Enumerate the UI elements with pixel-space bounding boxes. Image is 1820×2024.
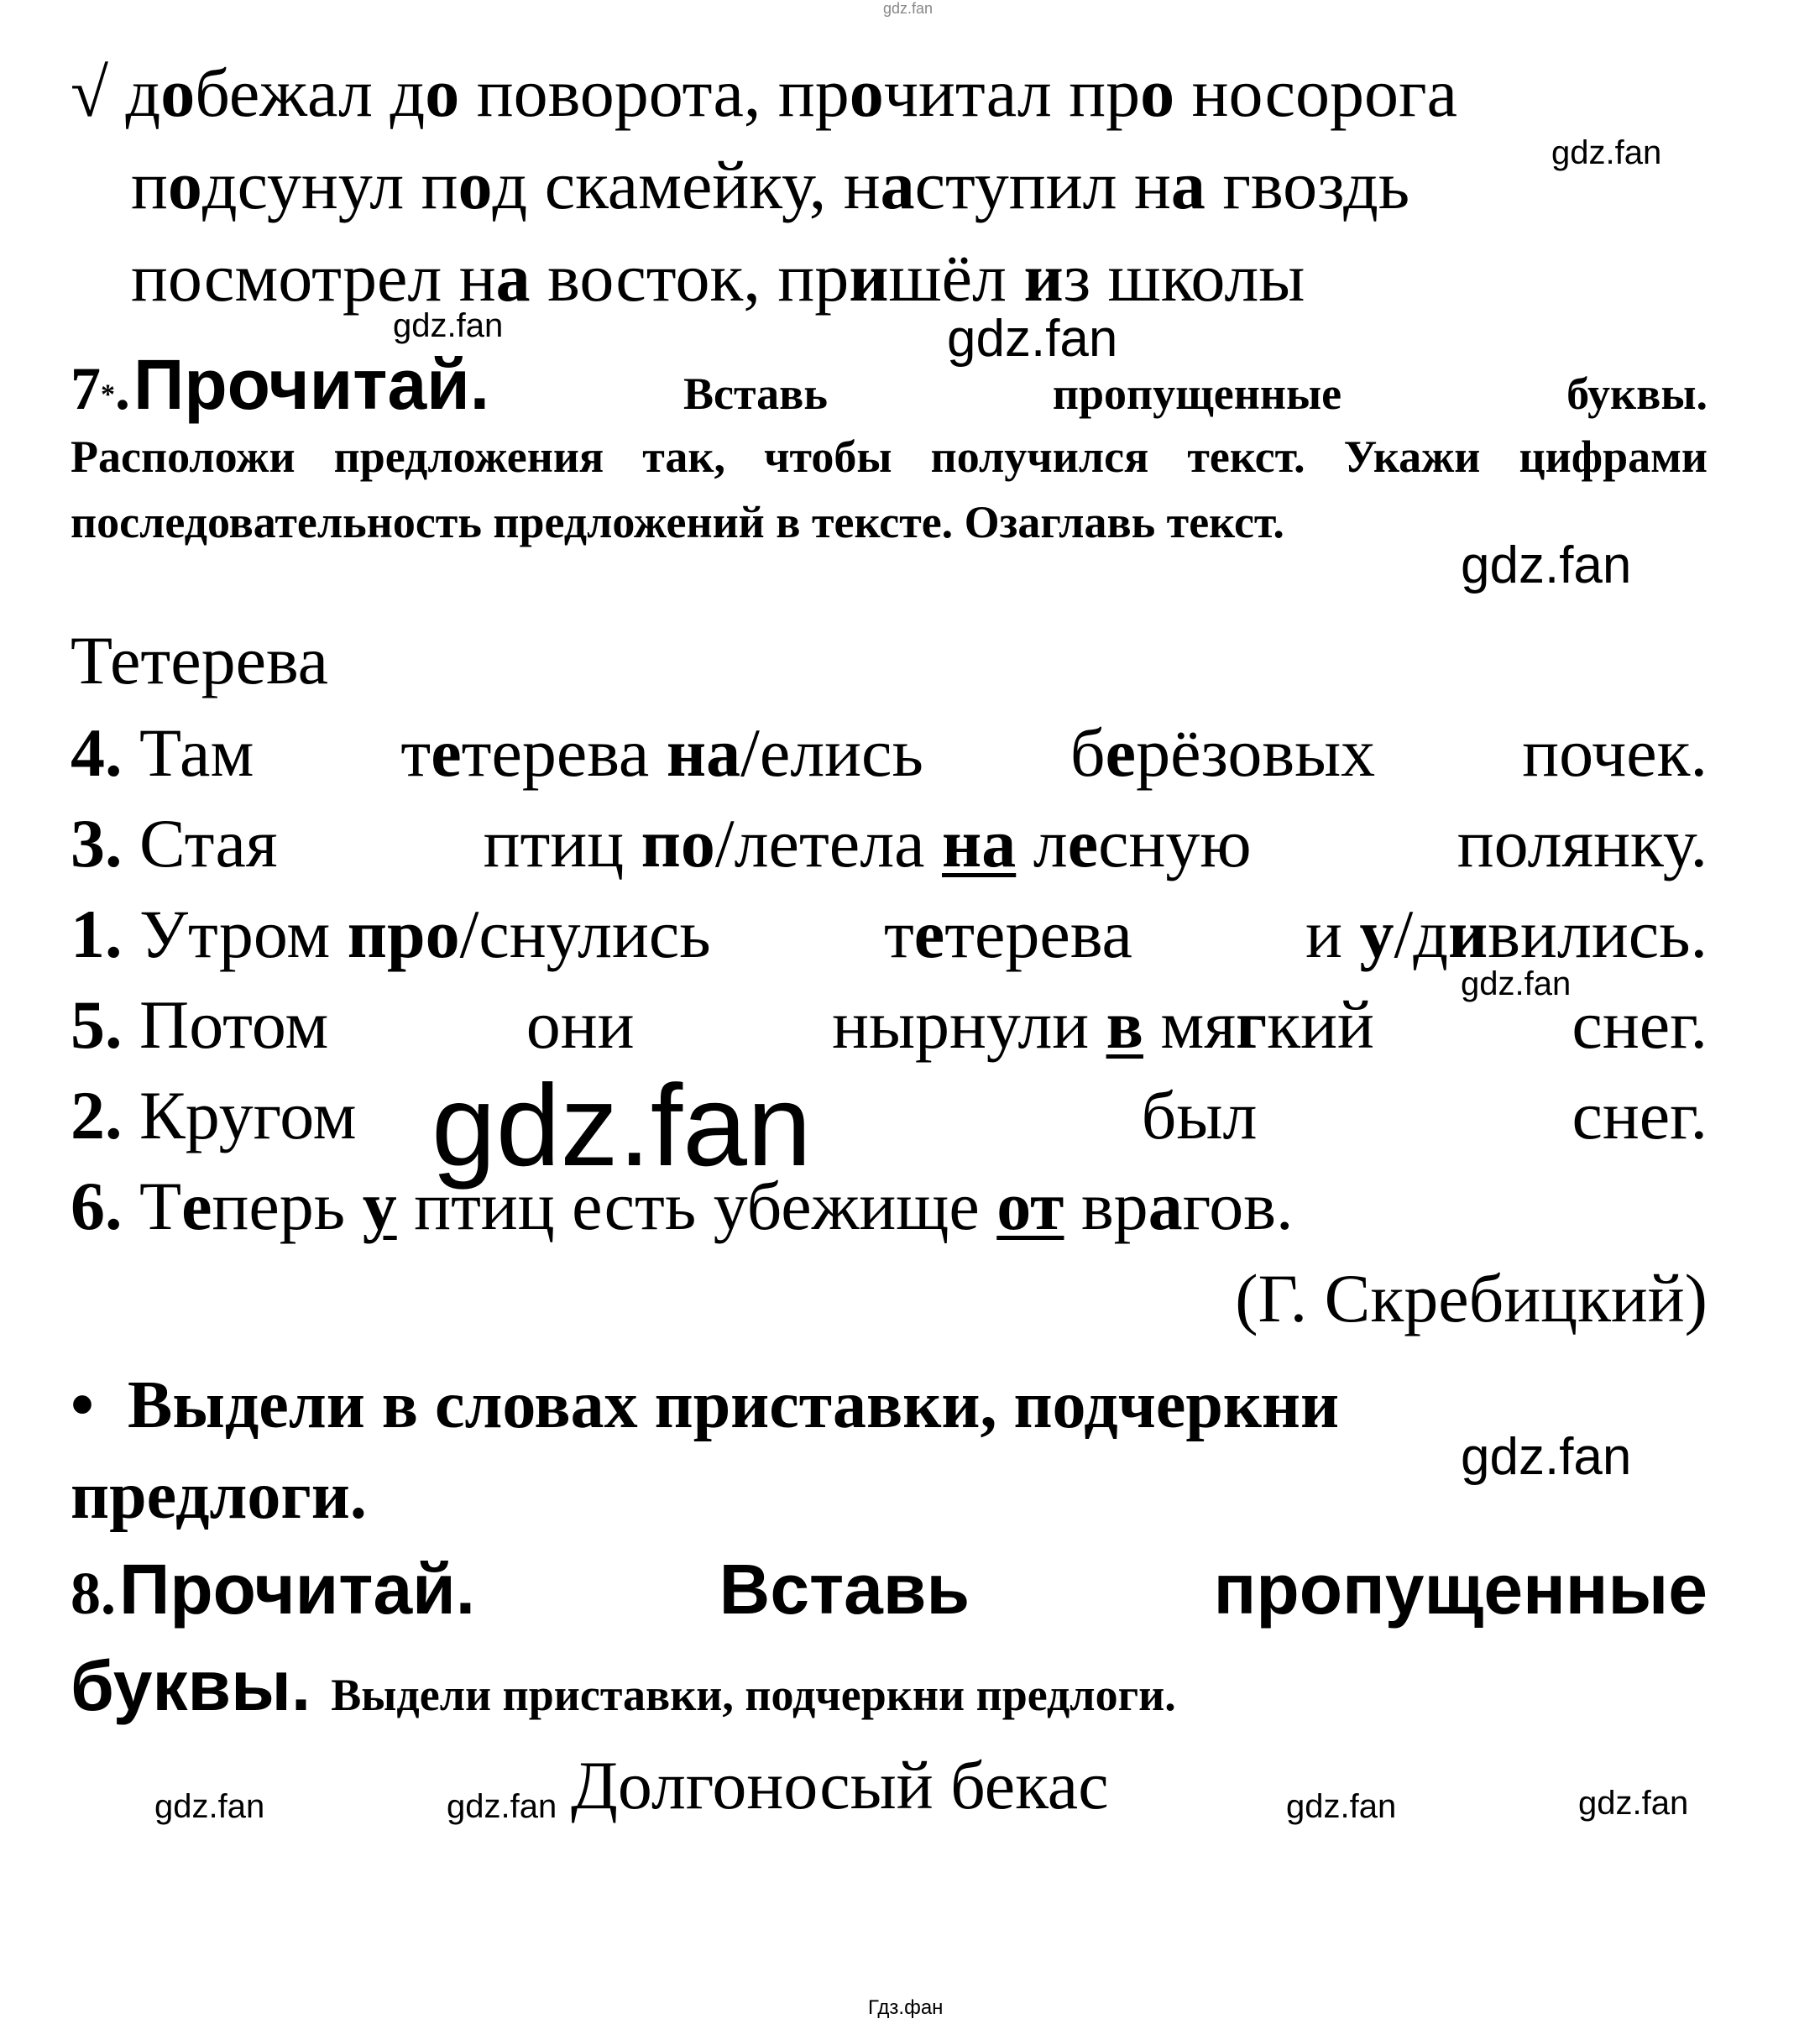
ex8-header-line [71, 1549, 1708, 1630]
word: полянку. [1457, 805, 1708, 881]
vowel-bold: о [1140, 55, 1175, 131]
ex7-task-first [683, 361, 1708, 426]
ex7-task-first-text: Вставь пропущенные буквы. [683, 369, 1708, 419]
text-fragment: д [125, 55, 161, 131]
vowel-bold: о [160, 55, 196, 131]
vowel-bold: о [425, 55, 460, 131]
word: и у/дивились. [1305, 896, 1708, 972]
vowel-bold: и [849, 239, 889, 316]
watermark: gdz.fan [431, 1061, 812, 1190]
word: Утром [139, 896, 331, 972]
word: Там [139, 714, 254, 791]
word: тетерева [883, 896, 1132, 972]
ex7-task-rest: Расположи предложения так, чтобы получился текст. Укажи цифрами последовательность предложений в тексте. Озаглавь текст. [71, 431, 1708, 547]
ex7-heading: Прочитай. [133, 345, 490, 424]
sentence-3 [71, 804, 1708, 888]
text-fragment: д скамейку, н [492, 147, 881, 223]
ex8-heading-4: буквы. [71, 1646, 311, 1725]
sentence-number: 3. [71, 805, 123, 881]
sentence-number: 6. [71, 1168, 123, 1244]
word: берёзовых [1070, 714, 1376, 791]
text-fragment: п [131, 147, 168, 223]
sentence-2 [71, 1076, 1708, 1160]
watermark: gdz.fan [393, 307, 504, 344]
ex7-dot: . [115, 355, 130, 422]
ex8-heading-3: пропущенные [1213, 1550, 1708, 1629]
text-fragment: посмотрел н [131, 239, 496, 316]
top-watermark: gdz.fan [883, 0, 934, 17]
sentence-number: 4. [71, 714, 123, 791]
text-fragment: поворота, пр [459, 55, 850, 131]
ex8-heading-1: Прочитай. [119, 1550, 476, 1629]
intro-line-2 [131, 147, 1410, 223]
ex7-number: 7 [71, 355, 101, 422]
watermark: gdz.fan [1461, 1428, 1632, 1486]
checkmark: √ [71, 55, 109, 131]
watermark: gdz.fan [1286, 1788, 1397, 1825]
word: нырнули в мягкий [832, 986, 1374, 1063]
watermark: gdz.fan [1461, 536, 1632, 594]
word: снег. [1572, 1077, 1708, 1153]
vowel-bold: о [167, 147, 202, 223]
sentence-number: 2. [71, 1077, 123, 1153]
word: был [1141, 1077, 1258, 1153]
text-fragment: ступил н [914, 147, 1171, 223]
text-fragment: носорога [1174, 55, 1458, 131]
vowel-bold: а [880, 147, 915, 223]
watermark: gdz.fan [1578, 1785, 1689, 1822]
vowel-bold: и [1023, 239, 1064, 316]
word: почек. [1522, 714, 1708, 791]
ex8-number: 8. [71, 1560, 116, 1627]
word: Потом [139, 986, 329, 1063]
sentence-number: 5. [71, 986, 123, 1063]
word: снег. [1572, 986, 1708, 1063]
vowel-bold: а [495, 239, 531, 316]
watermark: gdz.fan [447, 1788, 557, 1825]
word: Кругом [139, 1077, 357, 1153]
watermark: gdz.fan [1461, 965, 1572, 1002]
watermark: gdz.fan [947, 310, 1118, 368]
sentence-1: 1. Утром про/снулись тетерева и у/дивились. [71, 896, 1708, 972]
intro-line-3 [131, 239, 1305, 316]
ex8-task: Выдели приставки, подчеркни предлоги. [331, 1670, 1176, 1720]
footer-text: Гдз.фан [868, 1996, 944, 2019]
text-fragment: бежал д [195, 55, 426, 131]
intro-line-1 [71, 55, 1458, 131]
watermark: gdz.fan [154, 1788, 265, 1825]
ex7-label [71, 344, 489, 426]
vowel-bold: о [458, 147, 493, 223]
text-fragment: гвоздь [1205, 147, 1410, 223]
bullet-text-2: предлоги. [71, 1459, 367, 1533]
bullet-text: Выдели в словах приставки, подчеркни [128, 1368, 1340, 1442]
ex8-heading-2: Вставь [719, 1550, 970, 1629]
sentence-6: 6. Теперь у птиц есть убежище от врагов. [71, 1168, 1294, 1244]
vowel-bold: о [849, 55, 884, 131]
author: (Г. Скребицкий) [1235, 1260, 1708, 1336]
watermark: gdz.fan [1551, 134, 1662, 171]
ex7-title: Тетерева [71, 622, 329, 698]
sentence-4 [71, 714, 1708, 798]
ex8-title: Долгоносый бекас [571, 1747, 1109, 1823]
word: птиц по/летела на лесную [483, 805, 1252, 881]
vowel-bold: а [1170, 147, 1205, 223]
ex7-header-line [71, 344, 1708, 426]
text-fragment: дсунул п [201, 147, 458, 223]
ex8-second-line [71, 1645, 1176, 1728]
word: они [526, 986, 635, 1063]
bullet-marker: • [71, 1368, 95, 1442]
word: Стая [139, 805, 278, 881]
text-fragment: читал пр [883, 55, 1141, 131]
ex7-star: * [101, 379, 115, 411]
word: тетерева на/елись [400, 714, 923, 791]
text-fragment: восток, пр [530, 239, 850, 316]
sentence-number: 1. [71, 896, 123, 972]
text-fragment: шёл [888, 239, 1024, 316]
text-fragment: з школы [1063, 239, 1305, 316]
